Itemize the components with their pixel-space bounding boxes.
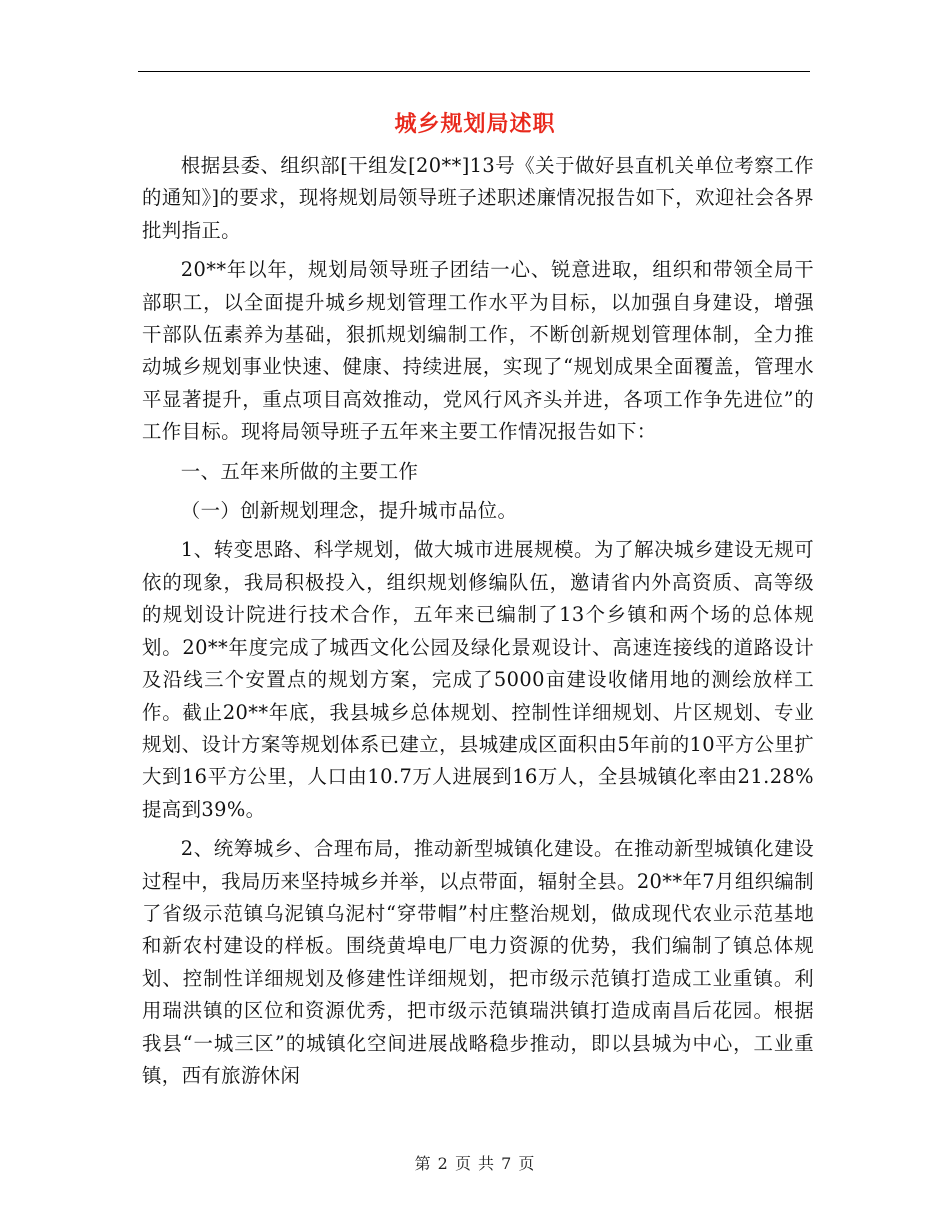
document-title: 城乡规划局述职 — [394, 111, 556, 137]
paragraph-intro: 根据县委、组织部[干组发[20**]13号《关于做好县直机关单位考察工作的通知》]的要求，现将规划局领导班子述职述廉情况报告如下，欢迎社会各界批判指正。 — [142, 154, 814, 242]
paragraph-item-1: 1、转变思路、科学规划，做大城市进展规模。为了解决城乡建设无规可依的现象，我局积极投入，组织规划修编队伍，邀请省内外高资质、高等级的规划设计院进行技术合作，五年来已编制了13个乡镇和两个场的总体规划。20**年度完成了城西文化公园及绿化景观设计、高速连接线的道路设计及沿线三个安置点的规划方案，完成了5000亩建设收储用地的测绘放样工作。截止20**年底，我县城乡总体规划、控制性详细规划、片区规划、专业规划、设计方案等规划体系已建立，县城建成区面积由5年前的10平方公里扩大到16平方公里，人口由10.7万人进展到16万人，全县城镇化率由21.28%提高到39%。 — [142, 538, 814, 821]
subsection-heading: （一）创新规划理念，提升城市品位。 — [180, 499, 518, 523]
page-number: 第 2 页 共 7 页 — [414, 1154, 536, 1173]
paragraph-summary: 20**年以年，规划局领导班子团结一心、锐意进取，组织和带领全局干部职工，以全面提升城乡规划管理工作水平为目标，以加强自身建设，增强干部队伍素养为基础，狠抓规划编制工作，不断创新规划管理体制，全力推动城乡规划事业快速、健康、持续进展，实现了“规划成果全面覆盖，管理水平显著提升，重点项目高效推动，党风行风齐头并进，各项工作争先进位”的工作目标。现将局领导班子五年来主要工作情况报告如下： — [142, 258, 814, 444]
paragraph-item-2: 2、统筹城乡、合理布局，推动新型城镇化建设。在推动新型城镇化建设过程中，我局历来坚持城乡并举，以点带面，辐射全县。20**年7月组织编制了省级示范镇乌泥镇乌泥村“穿带帽”村庄整治规划，做成现代农业示范基地和新农村建设的样板。围绕黄埠电厂电力资源的优势，我们编制了镇总体规划、控制性详细规划及修建性详细规划，把市级示范镇打造成工业重镇。利用瑞洪镇的区位和资源优秀，把市级示范镇瑞洪镇打造成南昌后花园。根据我县“一城三区”的城镇化空间进展战略稳步推动，即以县城为中心，工业重镇，西有旅游休闲 — [142, 837, 814, 1087]
section-heading: 一、五年来所做的主要工作 — [180, 459, 419, 483]
header-rule — [138, 71, 810, 72]
document-body — [142, 150, 814, 1092]
